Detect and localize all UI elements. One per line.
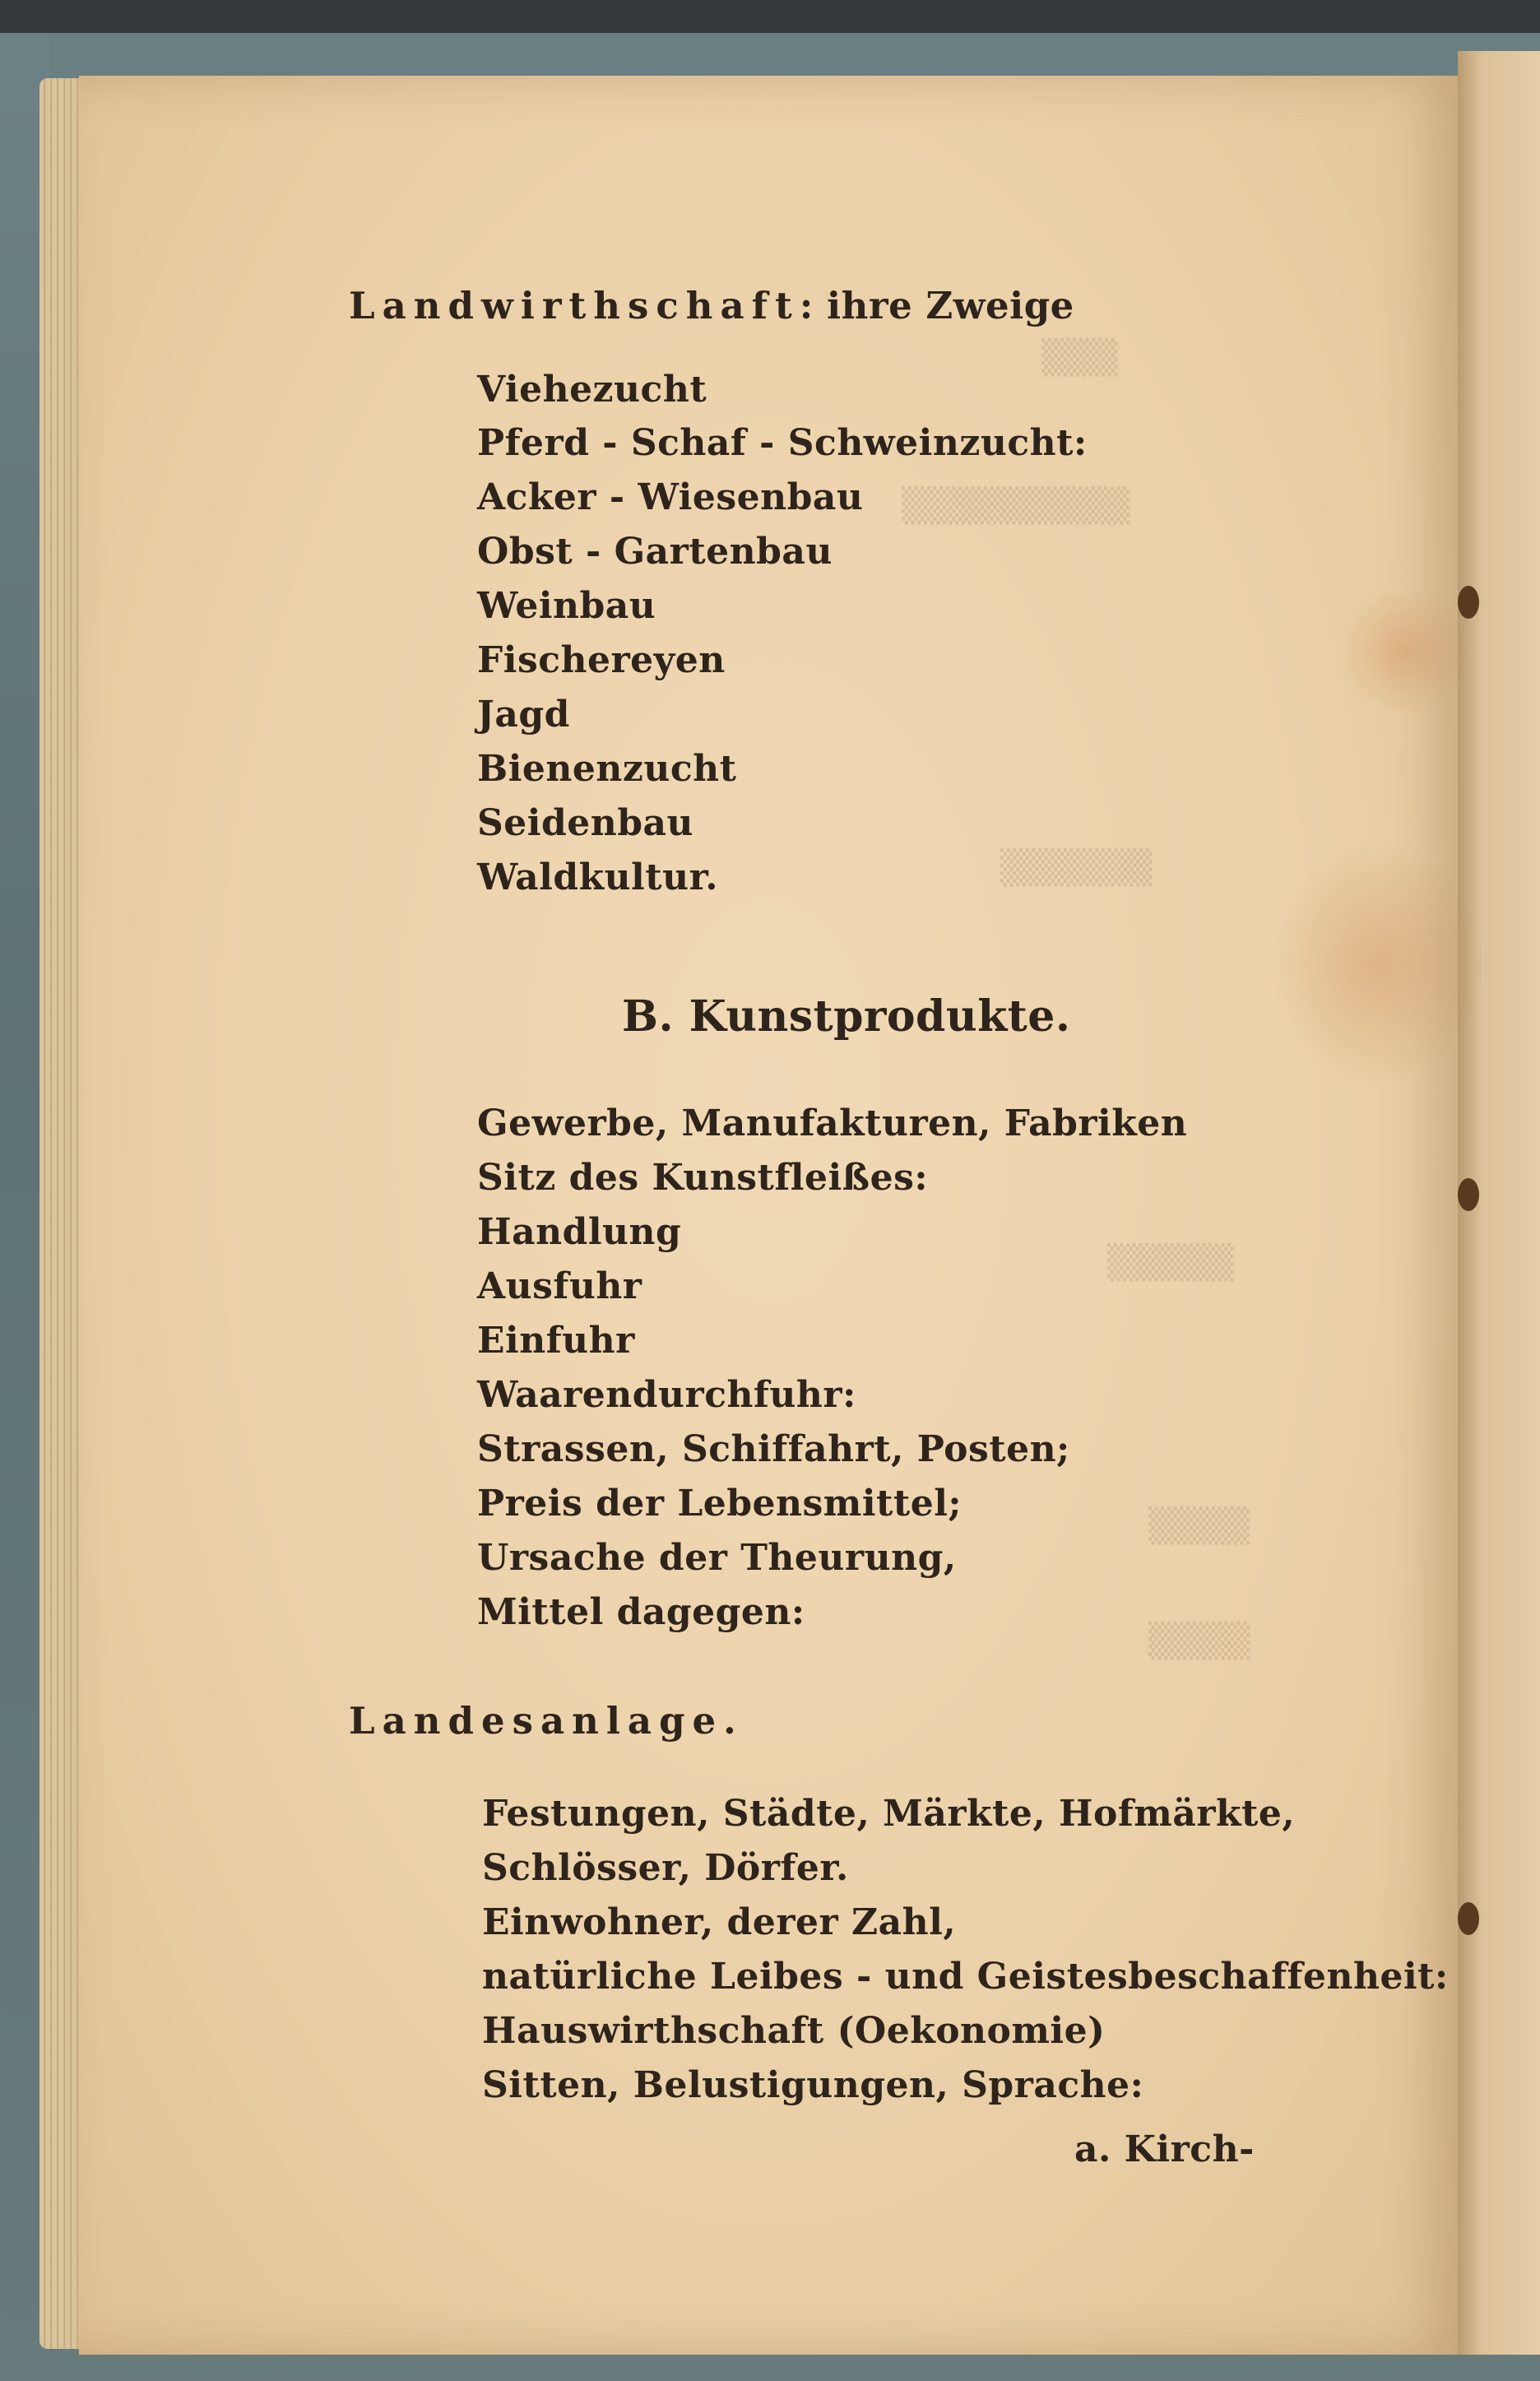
art-item: Preis der Lebensmittel; xyxy=(477,1483,962,1525)
binding-hole xyxy=(1458,586,1479,619)
show-through: ▒▒▒ xyxy=(1041,339,1118,377)
agriculture-item: Weinbau xyxy=(477,585,656,627)
heading-agriculture xyxy=(349,284,1074,327)
agriculture-item: Jagd xyxy=(477,694,570,736)
heading-agriculture-rest: : ihre Zweige xyxy=(799,284,1074,327)
land-item: Festungen, Städte, Märkte, Hofmärkte, xyxy=(482,1793,1296,1835)
book-page xyxy=(79,76,1458,2355)
paper-stain xyxy=(1338,586,1469,717)
show-through: ▒▒▒▒▒▒ xyxy=(1000,849,1153,887)
art-item: Waarendurchfuhr: xyxy=(477,1374,856,1416)
art-item: Gewerbe, Manufakturen, Fabriken xyxy=(477,1102,1188,1144)
show-through: ▒▒▒▒▒▒▒▒▒ xyxy=(902,487,1129,525)
land-item: Sitten, Belustigungen, Sprache: xyxy=(482,2064,1144,2106)
art-item: Ausfuhr xyxy=(477,1265,642,1307)
agriculture-item: Seidenbau xyxy=(477,802,693,844)
facing-page-edge xyxy=(1458,51,1540,2355)
agriculture-item: Obst - Gartenbau xyxy=(477,531,833,573)
binding-hole xyxy=(1458,1178,1479,1211)
agriculture-item: Pferd - Schaf - Schweinzucht: xyxy=(477,422,1088,464)
section-b-heading: B. Kunstprodukte. xyxy=(622,991,1071,1042)
land-item: Einwohner, derer Zahl, xyxy=(482,1901,957,1943)
heading-agriculture-label: Landwirthschaft xyxy=(349,284,800,327)
art-item: Ursache der Theurung, xyxy=(477,1537,957,1579)
paper-stain xyxy=(1272,841,1486,1088)
binding-hole xyxy=(1458,1902,1479,1935)
art-item: Strassen, Schiffahrt, Posten; xyxy=(477,1428,1070,1470)
land-item: natürliche Leibes - und Geistesbeschaffenheit: xyxy=(482,1956,1449,1998)
show-through: ▒▒▒▒ xyxy=(1148,1622,1250,1660)
heading-land: Landesanlage. xyxy=(349,1699,744,1743)
agriculture-item: Bienenzucht xyxy=(477,748,737,790)
page-edges xyxy=(39,78,82,2349)
agriculture-item: Acker - Wiesenbau xyxy=(477,476,864,518)
show-through: ▒▒▒▒ xyxy=(1148,1507,1250,1545)
land-item: Hauswirthschaft (Oekonomie) xyxy=(482,2010,1106,2052)
agriculture-item: Viehezucht xyxy=(477,369,707,411)
land-item: Schlösser, Dörfer. xyxy=(482,1847,849,1889)
agriculture-item: Fischereyen xyxy=(477,639,726,681)
art-item: Mittel dagegen: xyxy=(477,1591,805,1633)
book-cover-top-edge xyxy=(49,33,1540,82)
art-item: Sitz des Kunstfleißes: xyxy=(477,1157,929,1199)
art-item: Handlung xyxy=(477,1211,682,1253)
art-item: Einfuhr xyxy=(477,1320,635,1362)
show-through: ▒▒▒▒▒ xyxy=(1107,1244,1234,1282)
catchword: a. Kirch- xyxy=(1074,2128,1255,2170)
agriculture-item: Waldkultur. xyxy=(477,856,719,898)
